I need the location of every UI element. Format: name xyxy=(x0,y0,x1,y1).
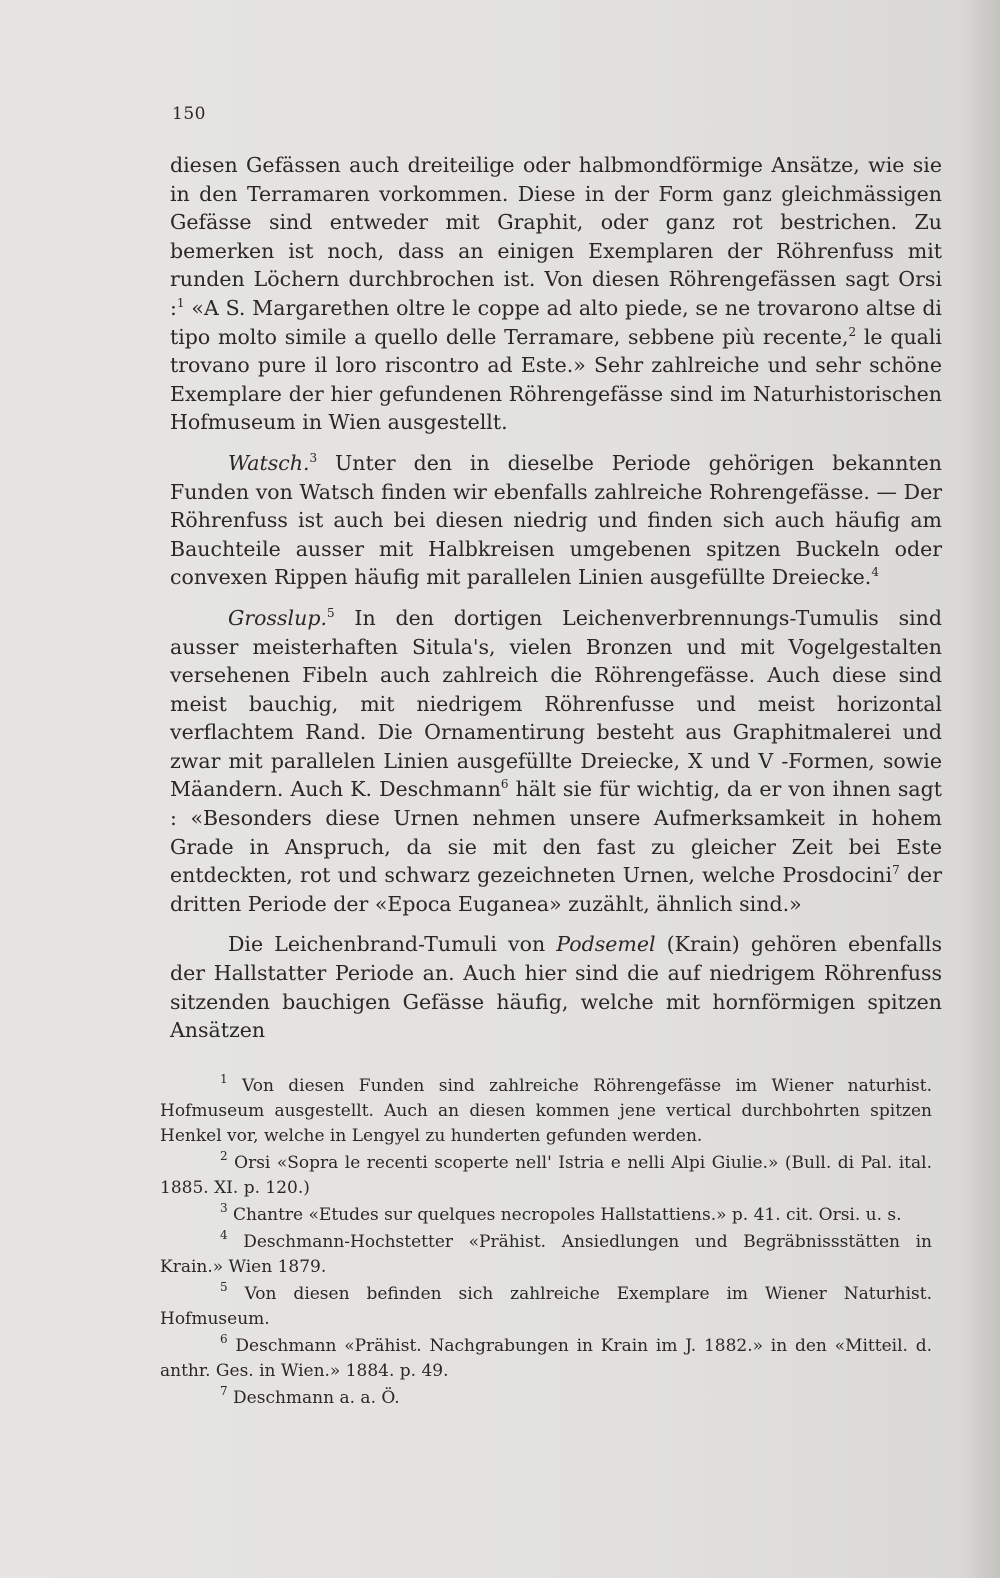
footnote xyxy=(160,1282,932,1332)
paragraph-1-tail: le quali trovano pure il loro riscontro ad Este.» Sehr zahlreiche und sehr schöne Exemplare der hier gefundenen Röhrengefässe sind im Naturhistorischen Hofmuseum in Wien ausgestellt. xyxy=(170,324,942,435)
footnote xyxy=(160,1334,932,1384)
place-podsemel: Podsemel xyxy=(556,932,656,957)
footnote xyxy=(160,1230,932,1280)
page-edge-shadow xyxy=(960,0,1000,1578)
footnotes xyxy=(160,1074,932,1411)
paragraph-1-text: diesen Gefässen auch dreiteilige oder halbmondförmige Ansätze, wie sie in den Terramaren vorkommen. Diese in der Form ganz gleichmässigen Gefässe sind entweder mit Graphit, oder ganz rot bestrichen. Zu bemerken ist noch, dass an einigen Exemplaren der Röhrenfuss mit runden Löchern durchbrochen ist. Von diesen Röhrengefässen sagt Orsi : xyxy=(170,153,942,320)
paragraph-grosslup xyxy=(170,604,942,919)
footnote-text: Deschmann «Prähist. Nachgrabungen in Krain im J. 1882.» in den «Mitteil. d. anthr. Ges. in Wien.» 1884. p. 49. xyxy=(160,1336,932,1381)
paragraph-podsemel xyxy=(170,930,942,1044)
main-text xyxy=(170,151,942,1045)
footnote-text: Orsi «Sopra le recenti scoperte nell' Istria e nelli Alpi Giulie.» (Bull. di Pal. ital. 1885. XI. p. 120.) xyxy=(160,1153,932,1198)
footnote-text: Deschmann a. a. Ö. xyxy=(227,1388,400,1408)
footnote-ref-6: 6 xyxy=(500,777,509,792)
paragraph-1 xyxy=(170,151,942,437)
heading-watsch: Watsch. xyxy=(228,450,310,475)
footnote-mark: 7 xyxy=(220,1384,228,1398)
footnote-ref-2: 2 xyxy=(848,324,857,339)
footnote-ref-3: 3 xyxy=(309,450,318,465)
heading-grosslup: Grosslup. xyxy=(228,605,327,630)
footnote-ref-5: 5 xyxy=(326,605,335,620)
footnote-mark: 1 xyxy=(220,1072,228,1086)
paragraph-podsemel-text: (Krain) gehören ebenfalls der Hallstatter Periode an. Auch hier sind die auf niedrigem Röhrenfuss sitzenden bauchigen Gefässe häufig, welche mit hornförmigen spitzen Ansätzen xyxy=(170,932,942,1043)
paragraph-watsch xyxy=(170,449,942,592)
footnote-mark: 4 xyxy=(220,1228,228,1242)
footnote-mark: 3 xyxy=(220,1201,228,1215)
footnote-text: Chantre «Etudes sur quelques necropoles Hallstattiens.» p. 41. cit. Orsi. u. s. xyxy=(227,1205,902,1225)
paragraph-grosslup-tail: der dritten Periode der «Epoca Euganea» zuzählt, ähnlich sind.» xyxy=(170,863,942,916)
footnote-mark: 5 xyxy=(220,1280,228,1294)
paragraph-grosslup-text: In den dortigen Leichenverbrennungs-Tumulis sind ausser meisterhaften Situla's, vielen Bronzen und mit Vogelgestalten versehenen Fibeln auch zahlreich die Röhrengefässe. Auch diese sind meist bauchig, mit niedrigem Röhrenfusse und meist horizontal verflachtem Rand. Die Ornamentirung besteht aus Graphitmalerei und zwar mit parallelen Linien ausgefüllte Dreiecke, X und V -Formen, sowie Mäandern. Auch K. Deschmann xyxy=(170,605,942,802)
footnote-ref-7: 7 xyxy=(892,863,900,878)
paragraph-watsch-text: Unter den in dieselbe Periode gehörigen bekannten Funden von Watsch finden wir ebenfalls zahlreiche Rohrengefässe. — Der Röhrenfuss ist auch bei diesen niedrig und finden sich auch häufig am Bauchteile ausser mit Halbkreisen umgebenen spitzen Buckeln oder convexen Rippen häufig mit parallelen Linien ausgefüllte Dreiecke. xyxy=(170,450,942,590)
paragraph-podsemel-start: Die Leichenbrand-Tumuli von xyxy=(228,932,557,957)
footnote-ref-1: 1 xyxy=(176,295,185,310)
page-number: 150 xyxy=(172,104,206,124)
footnote xyxy=(160,1203,932,1228)
footnote-mark: 2 xyxy=(220,1149,228,1163)
footnote xyxy=(160,1074,932,1149)
paragraph-1-quote: «A S. Margarethen oltre le coppe ad alto piede, se ne trovarono altse di tipo molto simile a quello delle Terramare, sebbene più recente, xyxy=(170,295,942,349)
footnote-text: Von diesen befinden sich zahlreiche Exemplare im Wiener Naturhist. Hofmuseum. xyxy=(160,1284,932,1329)
footnote-mark: 6 xyxy=(220,1332,228,1346)
footnote-ref-4: 4 xyxy=(871,565,879,580)
footnote-text: Deschmann-Hochstetter «Prähist. Ansiedlungen und Begräbnissstätten in Krain.» Wien 1879. xyxy=(160,1232,932,1277)
footnote-text: Von diesen Funden sind zahlreiche Röhrengefässe im Wiener naturhist. Hofmuseum ausgestellt. Auch an diesen kommen jene vertical durchbohrten spitzen Henkel vor, welche in Lengyel zu hunderten gefunden werden. xyxy=(160,1076,932,1146)
footnote xyxy=(160,1386,932,1411)
footnote xyxy=(160,1151,932,1201)
paragraph-grosslup-quote: hält sie für wichtig, da er von ihnen sagt : «Besonders diese Urnen nehmen unsere Aufmerksamkeit in hohem Grade in Anspruch, da sie mit den fast zu gleicher Zeit bei Este entdeckten, rot und schwarz gezeichneten Urnen, welche Prosdocini xyxy=(170,777,942,888)
